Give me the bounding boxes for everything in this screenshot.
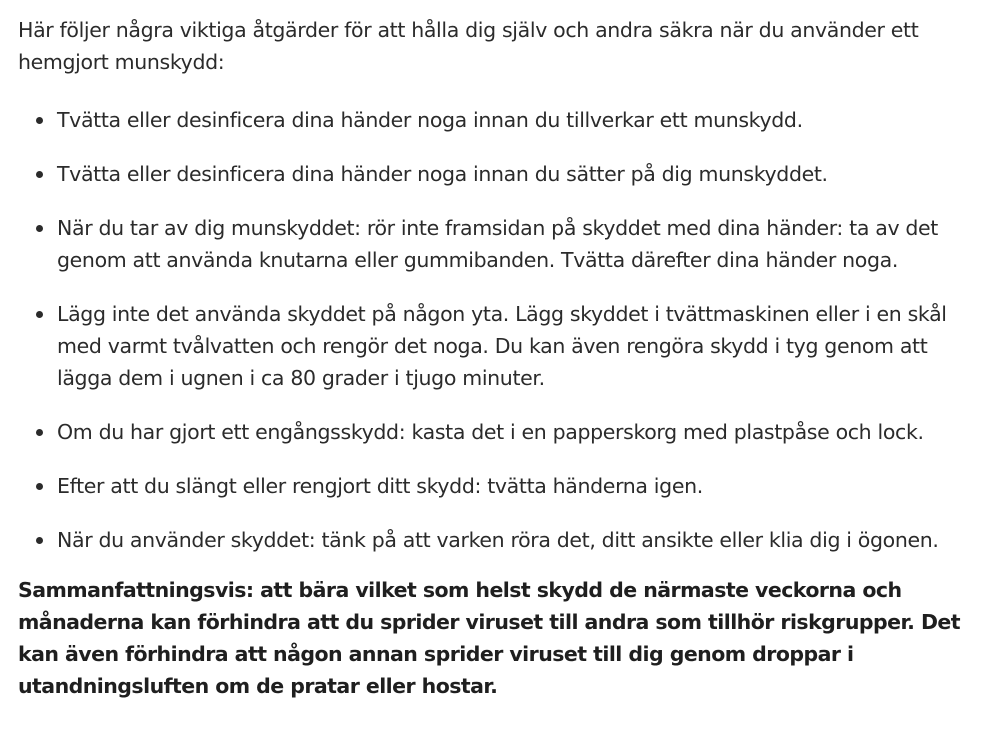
bullet-icon	[36, 537, 43, 544]
list-item	[18, 212, 987, 276]
list-item-text: Efter att du slängt eller rengjort ditt skydd: tvätta händerna igen.	[57, 474, 703, 498]
list-item	[18, 104, 987, 136]
list-item-text: När du tar av dig munskyddet: rör inte framsidan på skyddet med dina händer: ta av det genom att använda knutarna eller gummibanden. Tvätta därefter dina händer noga.	[57, 216, 938, 272]
bullet-icon	[36, 225, 43, 232]
list-item	[18, 298, 987, 394]
list-item	[18, 416, 987, 448]
list-item-text: Lägg inte det använda skyddet på någon yta. Lägg skyddet i tvättmaskinen eller i en skål med varmt tvålvatten och rengör det noga. Du kan även rengöra skydd i tyg genom att lägga dem i ugnen i ca 80 grader i tjugo minuter.	[57, 302, 947, 390]
intro-paragraph: Här följer några viktiga åtgärder för att hålla dig själv och andra säkra när du använder ett hemgjort munskydd:	[18, 18, 919, 74]
list-item-text: Tvätta eller desinficera dina händer noga innan du tillverkar ett munskydd.	[57, 108, 803, 132]
bullet-icon	[36, 117, 43, 124]
bullet-icon	[36, 311, 43, 318]
bullet-icon	[36, 429, 43, 436]
summary-paragraph: Sammanfattningsvis: att bära vilket som helst skydd de närmaste veckorna och månaderna kan förhindra att du sprider viruset till andra som tillhör riskgrupper. Det kan även förhindra att någon annan sprider viruset till dig genom droppar i utandningsluften om de pratar eller hostar.	[18, 578, 961, 698]
bullet-icon	[36, 483, 43, 490]
list-item-text: Tvätta eller desinficera dina händer noga innan du sätter på dig munskyddet.	[57, 162, 828, 186]
safety-steps-list	[18, 104, 1000, 556]
bullet-icon	[36, 171, 43, 178]
list-item	[18, 524, 987, 556]
list-item	[18, 158, 987, 190]
list-item-text: Om du har gjort ett engångsskydd: kasta det i en papperskorg med plastpåse och lock.	[57, 420, 924, 444]
list-item	[18, 470, 987, 502]
list-item-text: När du använder skyddet: tänk på att varken röra det, ditt ansikte eller klia dig i ögonen.	[57, 528, 939, 552]
